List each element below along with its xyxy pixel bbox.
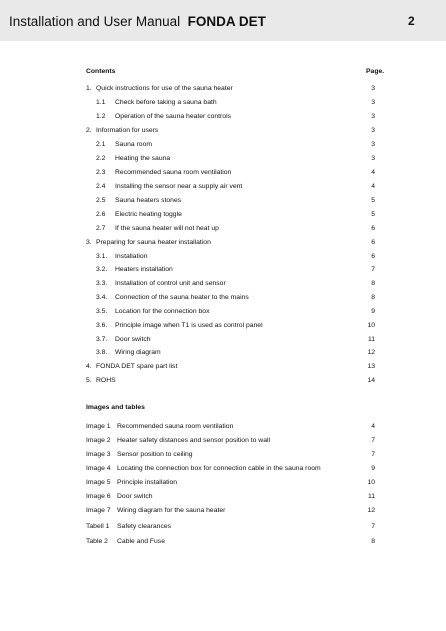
image-entry-page: 12: [367, 507, 375, 514]
toc-entry[interactable]: [0, 209, 446, 221]
image-entry-page: 10: [367, 479, 375, 486]
image-entry-page: 9: [371, 465, 375, 472]
toc-entry-title: Information for users: [96, 127, 159, 134]
toc-entry[interactable]: [0, 334, 446, 346]
toc-entry[interactable]: [0, 167, 446, 179]
toc-entry-number: 2.: [86, 127, 92, 134]
toc-entry-page: 3: [371, 99, 375, 106]
image-entry-label: Tabell 1: [86, 523, 110, 530]
image-entry-title: Principle installation: [117, 479, 178, 486]
image-entry-page: 7: [371, 451, 375, 458]
toc-entry-title: Principle image when T1 is used as control panel: [115, 322, 263, 329]
image-entry-label: Image 3: [86, 451, 111, 458]
toc-entry-page: 4: [371, 169, 375, 176]
toc-entry-page: 3: [371, 85, 375, 92]
title-prefix: Installation and User Manual: [9, 14, 181, 29]
toc-entry-number: 2.3: [96, 169, 106, 176]
toc-entry-number: 2.6: [96, 211, 106, 218]
toc-entry-page: 11: [367, 336, 375, 343]
image-entry-label: Image 7: [86, 507, 111, 514]
toc-entry-number: 2.7: [96, 225, 106, 232]
image-entry[interactable]: [0, 491, 446, 503]
image-entry-title: Wiring diagram for the sauna heater: [117, 507, 226, 514]
toc-entry-page: 6: [371, 239, 375, 246]
toc-entry-number: 3.: [86, 239, 92, 246]
toc-entry[interactable]: [0, 251, 446, 263]
image-entry-title: Sensor position to ceiling: [117, 451, 193, 458]
toc-entry-number: 3.5.: [96, 308, 108, 315]
toc-entry-page: 14: [367, 377, 375, 384]
toc-entry-number: 3.1.: [96, 253, 108, 260]
toc-entry[interactable]: [0, 292, 446, 304]
image-entry-page: 7: [371, 437, 375, 444]
toc-entry-title: Operation of the sauna heater controls: [115, 113, 231, 120]
toc-entry-page: 5: [371, 197, 375, 204]
toc-entry[interactable]: [0, 278, 446, 290]
toc-entry-title: ROHS: [96, 377, 116, 384]
toc-entry-title: Quick instructions for use of the sauna heater: [96, 85, 233, 92]
toc-entry[interactable]: [0, 306, 446, 318]
image-entry-label: Image 2: [86, 437, 111, 444]
toc-entry-number: 2.4: [96, 183, 106, 190]
image-entry-label: Image 1: [86, 423, 111, 430]
toc-entry-page: 3: [371, 127, 375, 134]
image-entry[interactable]: [0, 505, 446, 517]
toc-entry-number: 5.: [86, 377, 92, 384]
toc-entry-number: 2.2: [96, 155, 106, 162]
toc-entry-title: Recommended sauna room ventilation: [115, 169, 232, 176]
toc-entry-title: Check before taking a sauna bath: [115, 99, 217, 106]
toc-entry-title: Preparing for sauna heater installation: [96, 239, 211, 246]
toc-entry[interactable]: [0, 111, 446, 123]
toc-entry-page: 4: [371, 183, 375, 190]
document-title: [9, 14, 266, 29]
toc-entry-page: 3: [371, 155, 375, 162]
toc-entry-page: 5: [371, 211, 375, 218]
toc-entry[interactable]: [0, 375, 446, 387]
image-entry[interactable]: [0, 477, 446, 489]
image-entry-label: Image 4: [86, 465, 111, 472]
image-entry-page: 4: [371, 423, 375, 430]
toc-entry[interactable]: [0, 139, 446, 151]
image-entry-title: Door switch: [117, 493, 153, 500]
toc-entry-number: 3.7.: [96, 336, 108, 343]
toc-entry-page: 6: [371, 225, 375, 232]
toc-entry-title: Installation of control unit and sensor: [115, 280, 226, 287]
toc-entry-number: 2.1: [96, 141, 106, 148]
image-entry[interactable]: [0, 536, 446, 548]
toc-entry-title: Sauna heaters stones: [115, 197, 182, 204]
image-entry[interactable]: [0, 521, 446, 533]
toc-entry[interactable]: [0, 181, 446, 193]
toc-entry-title: Installing the sensor near a supply air vent: [115, 183, 243, 190]
page-header: [0, 0, 446, 41]
image-entry-page: 8: [371, 538, 375, 545]
title-product: FONDA DET: [187, 14, 266, 29]
toc-entry-page: 12: [367, 349, 375, 356]
toc-entry-number: 2.5: [96, 197, 106, 204]
image-entry-label: Table 2: [86, 538, 108, 545]
toc-entry-number: 3.6.: [96, 322, 108, 329]
toc-entry[interactable]: [0, 223, 446, 235]
contents-heading: Contents: [86, 68, 116, 75]
toc-entry-title: If the sauna heater will not heat up: [115, 225, 219, 232]
toc-entry[interactable]: [0, 320, 446, 332]
toc-entry[interactable]: [0, 347, 446, 359]
toc-entry[interactable]: [0, 361, 446, 373]
toc-entry-title: Wiring diagram: [115, 349, 161, 356]
toc-entry-title: Electric heating toggle: [115, 211, 182, 218]
toc-entry[interactable]: [0, 97, 446, 109]
toc-entry[interactable]: [0, 195, 446, 207]
image-entry-label: Image 6: [86, 493, 111, 500]
toc-entry-page: 6: [371, 253, 375, 260]
toc-entry-number: 3.2.: [96, 266, 108, 273]
page-column-heading: Page.: [366, 68, 385, 75]
toc-entry[interactable]: [0, 83, 446, 95]
image-entry-title: Locating the connection box for connection cable in the sauna room: [117, 465, 321, 472]
image-entry-title: Safety clearances: [117, 523, 172, 530]
images-heading: Images and tables: [86, 404, 145, 411]
image-entry[interactable]: [0, 463, 446, 475]
toc-entry-page: 3: [371, 113, 375, 120]
toc-entry-number: 1.: [86, 85, 92, 92]
image-entry-title: Heater safety distances and sensor position to wall: [117, 437, 271, 444]
toc-entry[interactable]: [0, 264, 446, 276]
image-entry-page: 7: [371, 523, 375, 530]
image-entry-label: Image 5: [86, 479, 111, 486]
toc-entry-page: 8: [371, 280, 375, 287]
image-entry-page: 11: [367, 493, 375, 500]
toc-entry-title: Door switch: [115, 336, 151, 343]
image-entry[interactable]: [0, 435, 446, 447]
image-entry[interactable]: [0, 449, 446, 461]
image-entry-title: Cable and Fuse: [117, 538, 165, 545]
contents-heading-row: [0, 66, 446, 78]
toc-entry-page: 8: [371, 294, 375, 301]
toc-entry-title: Connection of the sauna heater to the mains: [115, 294, 249, 301]
toc-entry-number: 3.3.: [96, 280, 108, 287]
toc-entry-title: Heating the sauna: [115, 155, 171, 162]
toc-entry-number: 3.4.: [96, 294, 108, 301]
toc-entry-title: Sauna room: [115, 141, 153, 148]
toc-entry[interactable]: [0, 153, 446, 165]
toc-entry[interactable]: [0, 125, 446, 137]
toc-entry-page: 10: [367, 322, 375, 329]
toc-entry-number: 4.: [86, 363, 92, 370]
toc-entry-page: 7: [371, 266, 375, 273]
toc-entry-number: 3.8.: [96, 349, 108, 356]
toc-entry[interactable]: [0, 237, 446, 249]
toc-entry-title: Heaters installation: [115, 266, 173, 273]
toc-entry-title: Installation: [115, 253, 148, 260]
toc-entry-number: 1.1: [96, 99, 106, 106]
images-heading-row: [0, 402, 446, 414]
image-entry[interactable]: [0, 421, 446, 433]
toc-entry-page: 9: [371, 308, 375, 315]
toc-entry-number: 1.2: [96, 113, 106, 120]
toc-entry-title: Location for the connection box: [115, 308, 210, 315]
toc-entry-page: 3: [371, 141, 375, 148]
page-number: 2: [408, 14, 415, 28]
toc-entry-page: 13: [367, 363, 375, 370]
image-entry-title: Recommended sauna room ventilation: [117, 423, 234, 430]
toc-entry-title: FONDA DET spare part list: [96, 363, 178, 370]
